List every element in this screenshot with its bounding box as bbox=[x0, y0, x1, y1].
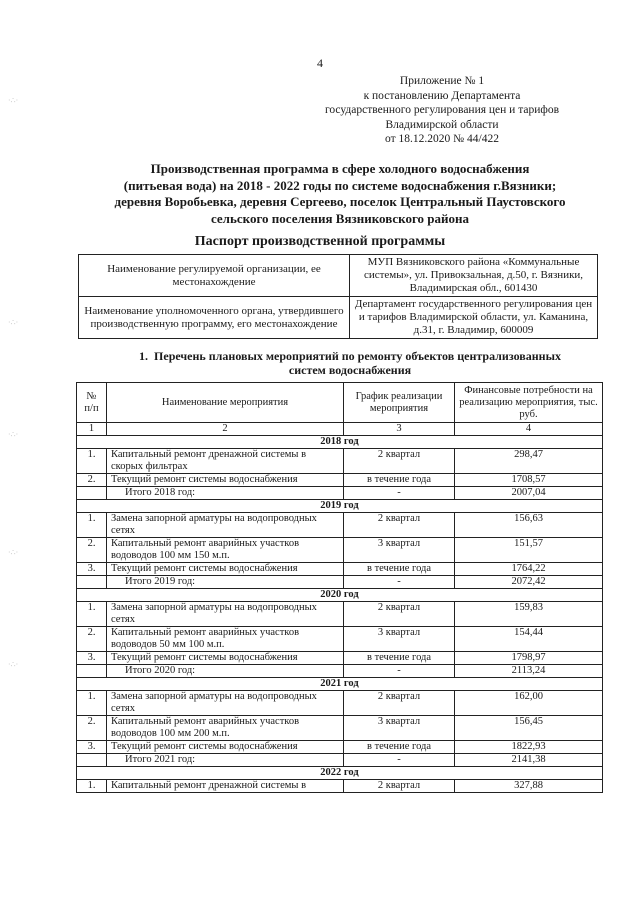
activity-schedule: 2 квартал bbox=[344, 449, 455, 474]
total-cost: 2113,24 bbox=[455, 665, 603, 678]
activity-cost: 159,83 bbox=[455, 602, 603, 627]
activity-schedule: 3 квартал bbox=[344, 627, 455, 652]
activity-name: Капитальный ремонт дренажной системы в bbox=[107, 780, 344, 793]
row-number: 2. bbox=[77, 716, 107, 741]
scan-artifact: ·∴· bbox=[8, 318, 19, 327]
section-title-text: Перечень плановых мероприятий по ремонту объектов централизованных систем водоснабжения bbox=[154, 349, 561, 377]
activity-name: Текущий ремонт системы водоснабжения bbox=[107, 563, 344, 576]
total-cost: 2007,04 bbox=[455, 487, 603, 500]
activity-cost: 1798,97 bbox=[455, 652, 603, 665]
activity-schedule: в течение года bbox=[344, 652, 455, 665]
table-row bbox=[77, 563, 603, 576]
table-row bbox=[77, 449, 603, 474]
total-label: Итого 2020 год: bbox=[107, 665, 344, 678]
appendix-line: к постановлению Департамента bbox=[363, 89, 521, 102]
total-row bbox=[77, 665, 603, 678]
scan-artifact: ·∴· bbox=[8, 96, 19, 105]
activity-schedule: 2 квартал bbox=[344, 602, 455, 627]
title-line: деревня Воробьевка, деревня Сергеево, поселок Центральный Паустовского bbox=[114, 194, 566, 209]
activity-name: Замена запорной арматуры на водопроводных сетях bbox=[107, 691, 344, 716]
row-number: 1. bbox=[77, 780, 107, 793]
column-number: 3 bbox=[344, 423, 455, 436]
table-row bbox=[77, 691, 603, 716]
year-label: 2022 год bbox=[77, 767, 603, 780]
total-cost: 2141,38 bbox=[455, 754, 603, 767]
total-label: Итого 2018 год: bbox=[107, 487, 344, 500]
activity-cost: 156,45 bbox=[455, 716, 603, 741]
plan-table bbox=[76, 382, 603, 793]
page-number: 4 bbox=[317, 56, 323, 70]
activity-schedule: в течение года bbox=[344, 563, 455, 576]
column-number: 1 bbox=[77, 423, 107, 436]
total-cost: 2072,42 bbox=[455, 576, 603, 589]
activity-cost: 1822,93 bbox=[455, 741, 603, 754]
row-number: 2. bbox=[77, 538, 107, 563]
table-row bbox=[77, 538, 603, 563]
row-number: 3. bbox=[77, 741, 107, 754]
passport-row bbox=[79, 255, 598, 297]
activity-name: Замена запорной арматуры на водопроводных сетях bbox=[107, 602, 344, 627]
passport-label: Наименование регулируемой организации, ее местонахождение bbox=[79, 255, 350, 297]
activity-name: Текущий ремонт системы водоснабжения bbox=[107, 741, 344, 754]
appendix-line: Владимирской области bbox=[385, 118, 499, 131]
passport-value: МУП Вязниковского района «Коммунальные системы», ул. Привокзальная, д.50, г. Вязники, Владимирская обл., 601430 bbox=[350, 255, 598, 297]
table-row bbox=[77, 627, 603, 652]
row-number: 1. bbox=[77, 602, 107, 627]
activity-cost: 1708,57 bbox=[455, 474, 603, 487]
table-row bbox=[77, 741, 603, 754]
row-number: 1. bbox=[77, 449, 107, 474]
activity-schedule: 2 квартал bbox=[344, 780, 455, 793]
title-line: (питьевая вода) на 2018 - 2022 годы по системе водоснабжения г.Вязники; bbox=[123, 177, 557, 193]
year-row bbox=[77, 589, 603, 602]
activity-cost: 156,63 bbox=[455, 513, 603, 538]
row-number: 1. bbox=[77, 691, 107, 716]
total-row bbox=[77, 754, 603, 767]
row-number: 3. bbox=[77, 652, 107, 665]
total-schedule: - bbox=[344, 754, 455, 767]
activity-cost: 298,47 bbox=[455, 449, 603, 474]
appendix-line: от 18.12.2020 № 44/422 bbox=[385, 133, 499, 146]
activity-schedule: 2 квартал bbox=[344, 691, 455, 716]
scan-artifact: ·∴· bbox=[8, 548, 19, 557]
year-row bbox=[77, 678, 603, 691]
total-label: Итого 2021 год: bbox=[107, 754, 344, 767]
table-row bbox=[77, 474, 603, 487]
activity-name: Капитальный ремонт аварийных участков водоводов 100 мм 200 м.п. bbox=[107, 716, 344, 741]
activity-schedule: 3 квартал bbox=[344, 538, 455, 563]
appendix-line: Приложение № 1 bbox=[399, 75, 485, 87]
column-header: Финансовые потребности на реализацию мероприятия, тыс. руб. bbox=[455, 383, 603, 423]
activity-cost: 1764,22 bbox=[455, 563, 603, 576]
activity-name: Капитальный ремонт аварийных участков водоводов 100 мм 150 м.п. bbox=[107, 538, 344, 563]
column-header: № п/п bbox=[77, 383, 107, 423]
section-heading bbox=[130, 349, 570, 377]
column-header: Наименование мероприятия bbox=[107, 383, 344, 423]
year-row bbox=[77, 436, 603, 449]
activity-name: Капитальный ремонт аварийных участков водоводов 50 мм 100 м.п. bbox=[107, 627, 344, 652]
passport-value: Департамент государственного регулирования цен и тарифов Владимирской области, ул. Каманина, д.31, г. Владимир, 600009 bbox=[350, 297, 598, 339]
activity-name: Текущий ремонт системы водоснабжения bbox=[107, 474, 344, 487]
table-header-row bbox=[77, 383, 603, 423]
activity-schedule: в течение года bbox=[344, 741, 455, 754]
total-row bbox=[77, 487, 603, 500]
total-schedule: - bbox=[344, 487, 455, 500]
row-number: 2. bbox=[77, 474, 107, 487]
year-row bbox=[77, 767, 603, 780]
column-number: 4 bbox=[455, 423, 603, 436]
activity-cost: 154,44 bbox=[455, 627, 603, 652]
column-number-row bbox=[77, 423, 603, 436]
activity-name: Текущий ремонт системы водоснабжения bbox=[107, 652, 344, 665]
activity-cost: 162,00 bbox=[455, 691, 603, 716]
table-row bbox=[77, 780, 603, 793]
activity-cost: 151,57 bbox=[455, 538, 603, 563]
table-row bbox=[77, 602, 603, 627]
total-label: Итого 2019 год: bbox=[107, 576, 344, 589]
activity-cost: 327,88 bbox=[455, 780, 603, 793]
activity-name: Капитальный ремонт дренажной системы в скорых фильтрах bbox=[107, 449, 344, 474]
section-number: 1. bbox=[139, 349, 149, 363]
column-header: График реализации мероприятия bbox=[344, 383, 455, 423]
passport-heading: Паспорт производственной программы bbox=[194, 234, 446, 249]
activity-schedule: в течение года bbox=[344, 474, 455, 487]
activity-schedule: 2 квартал bbox=[344, 513, 455, 538]
total-row bbox=[77, 576, 603, 589]
year-label: 2020 год bbox=[77, 589, 603, 602]
document-title bbox=[80, 161, 600, 227]
appendix-block bbox=[312, 74, 572, 147]
total-schedule: - bbox=[344, 576, 455, 589]
activity-schedule: 3 квартал bbox=[344, 716, 455, 741]
column-number: 2 bbox=[107, 423, 344, 436]
table-row bbox=[77, 652, 603, 665]
row-number: 2. bbox=[77, 627, 107, 652]
passport-label: Наименование уполномоченного органа, утвердившего производственную программу, его местонахождение bbox=[79, 297, 350, 339]
activity-name: Замена запорной арматуры на водопроводных сетях bbox=[107, 513, 344, 538]
total-schedule: - bbox=[344, 665, 455, 678]
year-row bbox=[77, 500, 603, 513]
scan-artifact: ·∴· bbox=[8, 430, 19, 439]
row-number: 1. bbox=[77, 513, 107, 538]
table-row bbox=[77, 716, 603, 741]
title-line: Производственная программа в сфере холодного водоснабжения bbox=[150, 161, 530, 176]
scan-artifact: ·∴· bbox=[8, 660, 19, 669]
year-label: 2019 год bbox=[77, 500, 603, 513]
appendix-line: государственного регулирования цен и тарифов bbox=[324, 104, 560, 117]
year-label: 2018 год bbox=[77, 436, 603, 449]
year-label: 2021 год bbox=[77, 678, 603, 691]
title-line: сельского поселения Вязниковского района bbox=[210, 210, 469, 226]
passport-row bbox=[79, 297, 598, 339]
row-number: 3. bbox=[77, 563, 107, 576]
passport-table bbox=[78, 254, 598, 339]
table-row bbox=[77, 513, 603, 538]
